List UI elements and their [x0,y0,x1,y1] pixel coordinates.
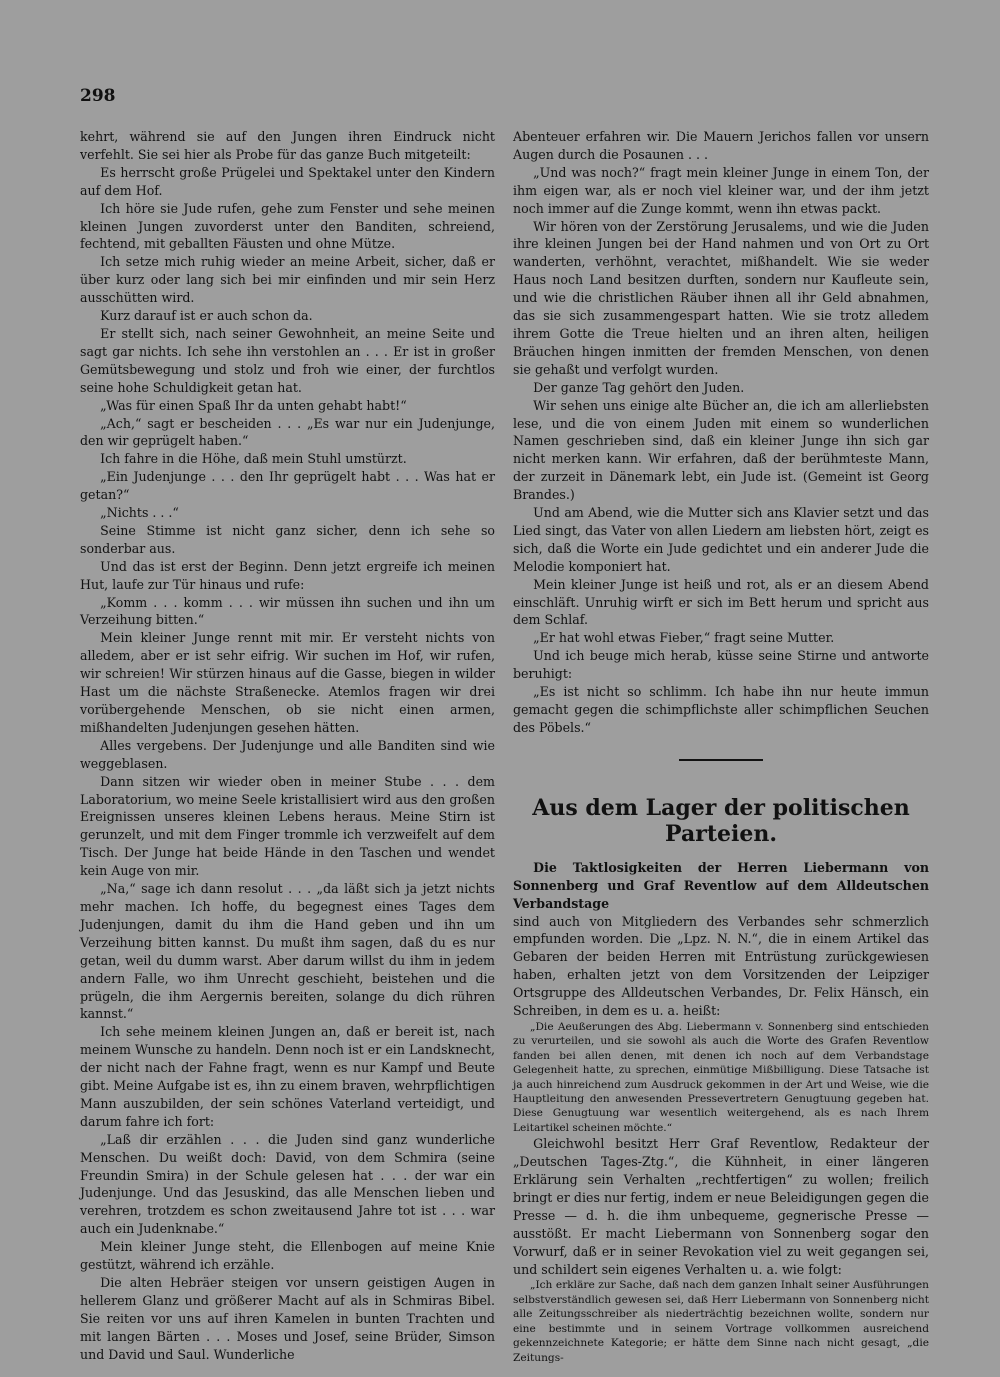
paragraph: Die alten Hebräer steigen vor unsern geistigen Augen in hellerem Glanz und größerer Macht auf als in Schmiras Bibel. Sie reiten vor uns auf ihren Kamelen in bunten Trachten und mit langen Bärten . . . Moses und Josef, seine Brüder, Simson und David und Saul. Wunderliche [80,1275,495,1362]
paragraph: „Komm . . . komm . . . wir müssen ihn suchen und ihn um Verzeihung bitten.“ [80,594,495,628]
paragraph: Seine Stimme ist nicht ganz sicher, denn ich sehe so sonderbar aus. [80,522,495,556]
paragraph: Und das ist erst der Beginn. Denn jetzt ergreife ich meinen Hut, laufe zur Tür hinaus und rufe: [80,558,495,592]
paragraph: „Und was noch?“ fragt mein kleiner Junge in einem Ton, der ihm eigen war, als er noch viel kleiner war, und der ihm jetzt noch immer auf die Zunge kommt, wenn ihn etwas packt. [513,164,929,216]
right-column [513,128,929,1365]
paragraph: Kurz darauf ist er auch schon da. [100,308,313,324]
paragraph: Wir sehen uns einige alte Bücher an, die ich am allerliebsten lese, und die von einem Juden mit einem so wunderlichen Namen geschrieben sind, daß ein kleiner Junge ihn sich gar nicht merken kann. Wir erfahren, daß der berühmteste Mann, der zurzeit in Dänemark lebt, ein Jude ist. (Gemeint ist Georg Brandes.) [513,397,929,503]
paragraph: Er stellt sich, nach seiner Gewohnheit, an meine Seite und sagt gar nichts. Ich sehe ihn verstohlen an . . . Er ist in großer Gemütsbewegung und stolz und froh wie einer, der furchtlos seine hohe Schuldigkeit getan hat. [80,325,495,395]
paragraph: Es herrscht große Prügelei und Spektakel unter den Kindern auf dem Hof. [80,164,495,198]
paragraph: sind auch von Mitgliedern des Verbandes sehr schmerzlich empfunden worden. Die „Lpz. N. N.“, die in einem Artikel das Gebaren der beiden Herren mit Entrüstung zurückgewiesen haben, erhalten jetzt von dem Vorsitzenden der Leipziger Ortsgruppe des Alldeutschen Verbandes, Dr. Felix Hänsch, ein Schreiben, in dem es u. a. heißt: [513,913,929,1019]
paragraph: kehrt, während sie auf den Jungen ihren Eindruck nicht verfehlt. Sie sei hier als Probe für das ganze Buch mitgeteilt: [80,129,495,162]
paragraph: Alles vergebens. Der Judenjunge und alle Banditen sind wie weggeblasen. [80,737,495,771]
paragraph: „Er hat wohl etwas Fieber,“ fragt seine Mutter. [533,630,835,646]
paragraph: „Laß dir erzählen . . . die Juden sind ganz wunderliche Menschen. Du weißt doch: David, von dem Schmira (seine Freundin Smira) in der Schule gelesen hat . . . der war ein Judenjunge. Und das Jesuskind, das alle Menschen lieben und verehren, trotzdem es schon zweitausend Jahre tot ist . . . war auch ein Judenknabe.“ [80,1131,495,1237]
paragraph: Dann sitzen wir wieder oben in meiner Stube . . . dem Laboratorium, wo meine Seele kristallisiert wird aus den großen Ereignissen unseres kleinen Lebens heraus. Meine Stirn ist gerunzelt, und mit dem Finger trommle ich verzweifelt auf dem Tisch. Der Junge hat beide Hände in den Taschen und wendet kein Auge von mir. [80,773,495,879]
quote-haensch: „Die Aeußerungen des Abg. Liebermann v. Sonnenberg sind entschieden zu verurteilen, und sie sowohl als auch die Worte des Grafen Reventlow fanden bei allen denen, mit denen ich noch auf dem Verbandstage Gelegenheit hatte, zu sprechen, einmütige Mißbilligung. Diese Tatsache ist ja auch hinreichend zum Ausdruck gekommen in der Art und Weise, wie die Hauptleitung den anwesenden Pressevertretern Genugtuung gegeben hat. Diese Genugtuung war wesentlich weitergehend, als es nach Ihrem Leitartikel scheinen möchte.“ [513,1020,929,1134]
paragraph: Und ich beuge mich herab, küsse seine Stirne und antworte beruhigt: [513,648,929,682]
paragraph: Mein kleiner Junge rennt mit mir. Er versteht nichts von alledem, aber er ist sehr eifrig. Wir suchen im Hof, wir rufen, wir schreien! Wir stürzen hinaus auf die Gasse, biegen in wilder Hast um die nächste Straßenecke. Atemlos fragen wir drei vorübergehende Menschen, ob sie nicht einen armen, mißhandelten Judenjungen gesehen hätten. [80,630,495,735]
paragraph: Ich höre sie Jude rufen, gehe zum Fenster und sehe meinen kleinen Jungen zuvorderst unter den Banditen, schreiend, fechtend, mit geballten Fäusten und ohne Mütze. [80,200,495,252]
section-divider [679,759,763,761]
lead-paragraph: Die Taktlosigkeiten der Herren Liebermann von Sonnenberg und Graf Reventlow auf dem Alldeutschen Verbandstage [513,859,929,911]
paragraph: Und am Abend, wie die Mutter sich ans Klavier setzt und das Lied singt, das Vater von allen Liedern am liebsten hört, zeigt es sich, daß die Worte ein Jude gedichtet und ein anderer Jude die Melodie komponiert hat. [513,505,929,574]
paragraph: „Ach,“ sagt er bescheiden . . . „Es war nur ein Judenjunge, den wir geprügelt haben.“ [80,415,495,449]
paragraph: Ich setze mich ruhig wieder an meine Arbeit, sicher, daß er über kurz oder lang sich bei mir einfinden und mir sein Herz ausschütten wird. [80,254,495,306]
story-continuation [513,128,929,737]
paragraph: Ich fahre in die Höhe, daß mein Stuhl umstürzt. [100,451,407,467]
paragraph: „Na,“ sage ich dann resolut . . . „da läßt sich ja jetzt nichts mehr machen. Ich hoffe, du begegnest eines Tages dem Judenjungen, damit du ihm die Hand geben und ihn um Verzeihung bitten kannst. Du mußt ihm sagen, daß du es nur getan, weil du dumm warst. Aber darum willst du ihm in jedem andern Falle, wo ihm Unrecht geschieht, beistehen und die prügeln, die ihm Aergernis bereiten, solange du dich rühren kannst.“ [80,881,495,1022]
paragraph: Abenteuer erfahren wir. Die Mauern Jerichos fallen vor unsern Augen durch die Posaunen . . . [513,129,929,162]
left-column [80,128,495,1364]
paragraph: Der ganze Tag gehört den Juden. [533,379,745,395]
paragraph: „Es ist nicht so schlimm. Ich habe ihn nur heute immun gemacht gegen die schimpflichste aller schimpflichen Seuchen des Pöbels.“ [513,684,929,735]
quote-reventlow: „Ich erkläre zur Sache, daß nach dem ganzen Inhalt seiner Ausführungen selbstverständlich gewesen sei, daß Herr Liebermann von Sonnenberg nicht alle Zeitungsschreiber als niederträchtig bezeichnen wollte, sondern nur eine bestimmte und in seinem Vortrage vollkommen ausreichend gekennzeichnete Kategorie; er hätte dem Sinne nach nicht gesagt, „die Zeitungs- [513,1279,929,1364]
paragraph: „Ein Judenjunge . . . den Ihr geprügelt habt . . . Was hat er getan?“ [80,469,495,503]
paragraph: „Was für einen Spaß Ihr da unten gehabt habt!“ [100,397,407,413]
section-title: Aus dem Lager der politischen Parteien. [532,794,910,847]
report-text [513,913,929,1020]
page-number: 298 [80,86,116,106]
paragraph: Ich sehe meinem kleinen Jungen an, daß er bereit ist, nach meinem Wunsche zu handeln. Denn noch ist er ein Landsknecht, der nicht nach der Fahne fragt, wenn es nur Kampf und Beute gibt. Meine Aufgabe ist es, ihn zu einem braven, wehrpflichtigen Mann auszubilden, der sein schönes Vaterland verteidigt, und darum fahre ich fort: [80,1024,495,1129]
paragraph: Wir hören von der Zerstörung Jerusalems, und wie die Juden ihre kleinen Jungen bei der Hand nahmen und von Ort zu Ort wanderten, verhöhnt, verachtet, mißhandelt. Wie sie weder Haus noch Land besitzen durften, sondern nur Kaufleute sein, und wie die christlichen Räuber ihnen all ihr Geld abnahmen, das sie sich zusammengespart hatten. Wie sie trotz alledem ihrem Gotte die Treue hielten und an ihren alten, heiligen Bräuchen hingen inmitten der fremden Menschen, von denen sie gehaßt und verfolgt wurden. [513,218,929,377]
paragraph: Mein kleiner Junge ist heiß und rot, als er an diesem Abend einschläft. Unruhig wirft er sich im Bett herum und spricht aus dem Schlaf. [513,576,929,628]
paragraph: „Nichts . . .“ [100,505,179,521]
paragraph: Mein kleiner Junge steht, die Ellenbogen auf meine Knie gestützt, während ich erzähle. [80,1239,495,1273]
response-paragraph: Gleichwohl besitzt Herr Graf Reventlow, Redakteur der „Deutschen Tages-Ztg.“, die Kühnheit, in einer längeren Erklärung sein Verhalten „rechtfertigen“ zu wollen; freilich bringt er dies nur fertig, indem er neue Beleidigungen gegen die Presse — d. h. die ihm unbequeme, gegnerische Presse — ausstößt. Er macht Liebermann von Sonnenberg sogar den Vorwurf, daß er in seiner Revokation viel zu weit gegangen sei, und schildert sein eigenes Verhalten u. a. wie folgt: [513,1136,929,1277]
